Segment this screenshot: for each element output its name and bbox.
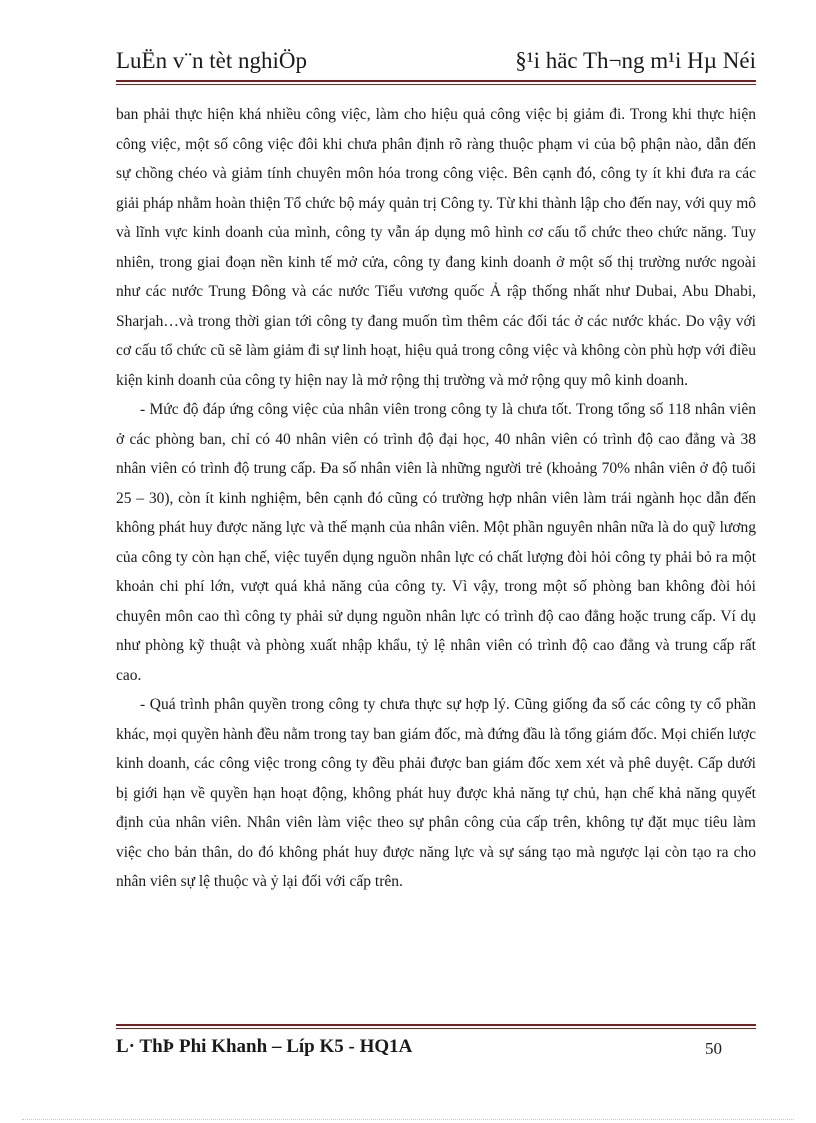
footer-rule-thin: [116, 1028, 756, 1029]
header-rule-thin: [116, 84, 756, 85]
page-edge-line: [22, 1119, 794, 1120]
header-university: §¹i häc Th¬ng m¹i Hµ Néi: [515, 48, 756, 73]
paragraph-staff-capability: - Mức độ đáp ứng công việc của nhân viên trong công ty là chưa tốt. Trong tổng số 118 nhân viên ở các phòng ban, chỉ có 40 nhân viên có trình độ đại học, 40 nhân viên có trình độ cao đẳng và 38 nhân viên có trình độ trung cấp. Đa số nhân viên là những người trẻ (khoảng 70% nhân viên ở độ tuổi 25 – 30), còn ít kinh nghiệm, bên cạnh đó cũng có trường hợp nhân viên làm trái ngành học dẫn đến không phát huy được năng lực và thế mạnh của nhân viên. Một phần nguyên nhân nữa là do quỹ lương của công ty còn hạn chế, việc tuyển dụng nguồn nhân lực có chất lượng đòi hỏi công ty phải bỏ ra một khoản chi phí lớn, vượt quá khả năng của công ty. Vì vậy, trong một số phòng ban không đòi hỏi chuyên môn cao thì công ty phải sử dụng nguồn nhân lực có trình độ cao đẳng hoặc trung cấp. Ví dụ như phòng kỹ thuật và phòng xuất nhập khẩu, tỷ lệ nhân viên có trình độ cao đẳng và trung cấp rất cao.: [116, 401, 756, 684]
header-rule-thick: [116, 80, 756, 82]
footer-rule-thick: [116, 1024, 756, 1026]
page-number: 50: [705, 1039, 722, 1058]
paragraph-continuation: ban phải thực hiện khá nhiều công việc, làm cho hiệu quả công việc bị giảm đi. Trong khi thực hiện công việc, một số công việc đôi khi chưa phân định rõ ràng thuộc phạm vi của bộ phận nào, dẫn đến sự chồng chéo và giảm tính chuyên môn hóa trong công việc. Bên cạnh đó, công ty ít khi đưa ra các giải pháp nhằm hoàn thiện Tổ chức bộ máy quản trị Công ty. Từ khi thành lập cho đến nay, với quy mô và lĩnh vực kinh doanh của mình, công ty vẫn áp dụng mô hình cơ cấu tổ chức theo chức năng. Tuy nhiên, trong giai đoạn nền kinh tế mở cửa, công ty đang kinh doanh ở một số thị trường nước ngoài như các nước Trung Đông và các nước Tiểu vương quốc Ả rập thống nhất như Dubai, Abu Dhabi, Sharjah…và trong thời gian tới công ty đang muốn tìm thêm các đối tác ở các nước khác. Do vậy với cơ cấu tổ chức cũ sẽ làm giảm đi sự linh hoạt, hiệu quả trong công việc và không còn phù hợp với điều kiện kinh doanh của công ty hiện nay là mở rộng thị trường và mở rộng quy mô kinh doanh.: [116, 106, 756, 389]
header-thesis-title: LuËn v¨n tèt nghiÖp: [116, 48, 307, 73]
main-body: [116, 100, 756, 897]
page-header: [116, 46, 756, 76]
paragraph-decentralization: - Quá trình phân quyền trong công ty chưa thực sự hợp lý. Cũng giống đa số các công ty cổ phần khác, mọi quyền hành đều nằm trong tay ban giám đốc, mà đứng đầu là tổng giám đốc. Mọi chiến lược kinh doanh, các công việc trong công ty đều phải được ban giám đốc xem xét và phê duyệt. Cấp dưới bị giới hạn về quyền hạn hoạt động, không phát huy được khả năng tự chủ, hạn chế khả năng quyết định của nhân viên. Nhân viên làm việc theo sự phân công của cấp trên, không tự đặt mục tiêu làm việc cho bản thân, do đó không phát huy được năng lực và sự sáng tạo mà ngược lại còn tạo ra cho nhân viên sự lệ thuộc và ỷ lại đối với cấp trên.: [116, 696, 756, 890]
footer-author: L· ThÞ Phi Khanh – Líp K5 - HQ1A: [116, 1036, 413, 1057]
page-footer: [116, 1034, 756, 1062]
